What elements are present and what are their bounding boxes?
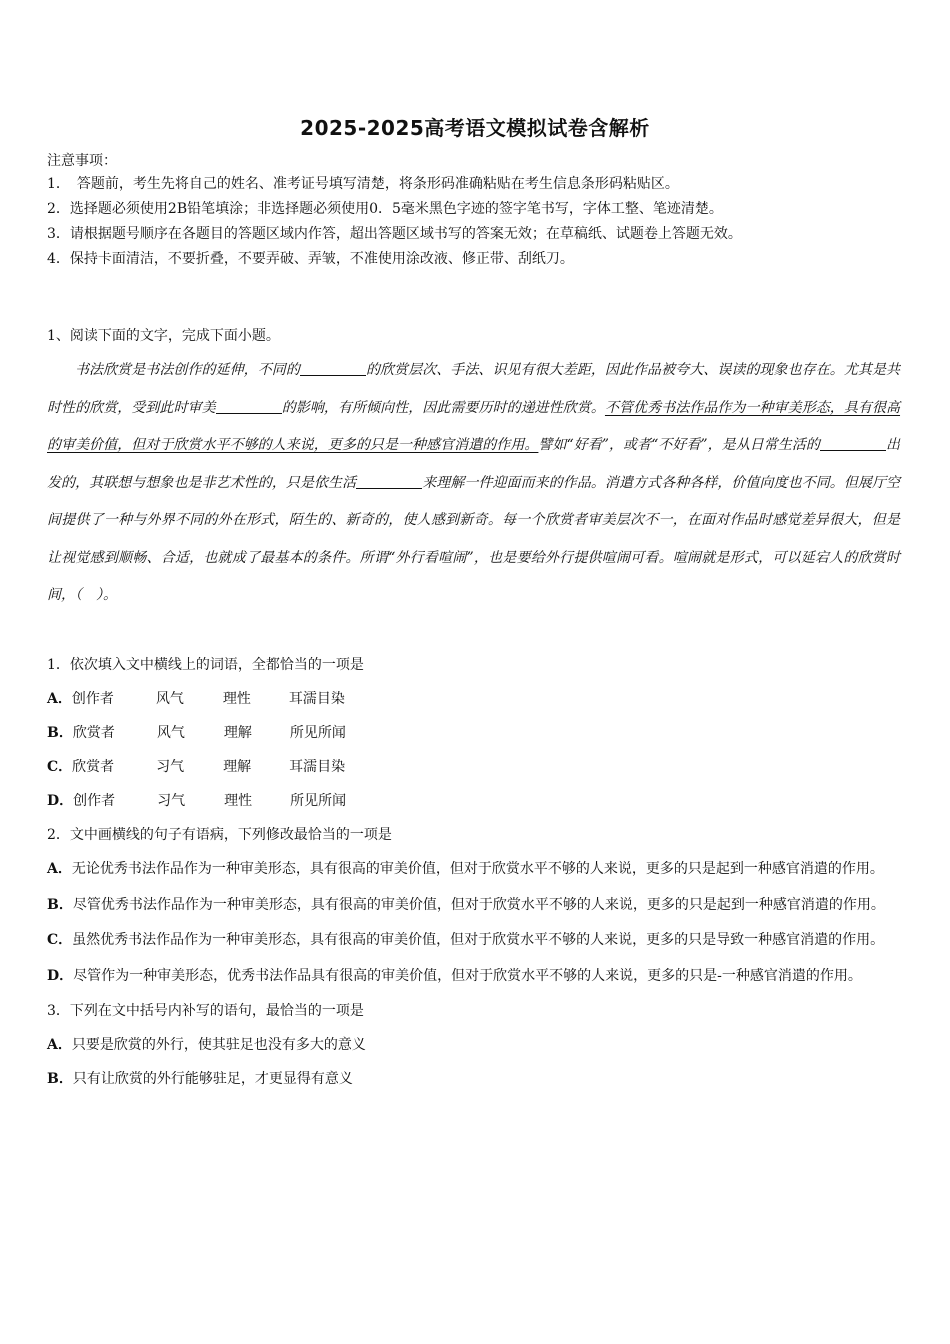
q2-option-a[interactable] — [47, 852, 900, 888]
option-word: 欣赏者 — [72, 725, 115, 741]
option-word: 习气 — [157, 793, 186, 809]
page-title: 2025-2025高考语文模拟试卷含解析 — [300, 116, 650, 140]
option-word: 习气 — [156, 759, 185, 775]
q3-option-b[interactable] — [47, 1062, 900, 1096]
option-word: 风气 — [156, 725, 185, 741]
q2-option-c[interactable] — [47, 923, 900, 959]
notice-item: 3．请根据题号顺序在各题目的答题区域内作答，超出答题区域书写的答案无效；在草稿纸、试题卷上答题无效。 — [47, 226, 742, 242]
underlined-sentence: 不管优秀书法作品作为一种审美形态，具有很高的审美价值，但对于欣赏水平不够的人来说，更多的只是一种感官消遣的作用。 — [47, 399, 901, 453]
notice-section — [47, 150, 907, 272]
option-text: 尽管优秀书法作品作为一种审美形态，具有很高的审美价值，但对于欣赏水平不够的人来说，更多的只是起到一种感官消遣的作用。 — [72, 896, 885, 913]
option-word: 理性 — [224, 793, 253, 809]
option-label: D． — [47, 793, 74, 809]
fill-blank-1 — [300, 361, 366, 376]
q1-option-d[interactable] — [47, 784, 900, 818]
passage-text: 的影响，有所倾向性，因此需要历时的递进性欣赏。 — [281, 399, 605, 416]
option-text: 虽然优秀书法作品作为一种审美形态，具有很高的审美价值，但对于欣赏水平不够的人来说，更多的只是导致一种感官消遣的作用。 — [72, 932, 885, 948]
option-word: 耳濡目染 — [288, 691, 345, 707]
option-text: 只有让欣赏的外行能够驻足，才更显得有意义 — [72, 1071, 353, 1087]
option-label: C． — [47, 932, 73, 948]
option-label: D． — [47, 967, 74, 984]
fill-blank-2 — [216, 399, 282, 414]
option-label: A． — [47, 1037, 72, 1053]
passage-text: 譬如“好看”，或者“不好看”，是从日常生活的 — [538, 437, 820, 453]
passage-text: 出发的，其联想与想象也是非艺术性的，只是依生活 — [47, 437, 900, 491]
notice-item: 1． 答题前，考生先将自己的姓名、准考证号填写清楚，将条形码准确粘贴在考生信息条形码粘贴区。 — [47, 176, 679, 192]
fill-blank-4 — [356, 474, 422, 489]
option-label: A． — [47, 861, 72, 877]
option-word: 理解 — [223, 725, 252, 741]
option-label: A． — [47, 691, 72, 707]
option-label: B． — [47, 896, 73, 913]
passage-text: 来理解一件迎面而来的作品。消遣方式各种各样，价值向度也不同。但展厅空间提供了一种与外界不同的外在形式，陌生的、新奇的，使人感到新奇。每一个欣赏者审美层次不一，在面对作品时感觉差异很大，但是让视觉感到顺畅、合适，也就成了最基本的条件。所谓“外行看喧闹”，也是要给外行提供喧闹可看。喧闹就是形式，可以延宕人的欣赏时间，（ ）。 — [47, 474, 901, 603]
q2-option-d[interactable] — [47, 959, 900, 995]
question-2-stem: 2．文中画横线的句子有语病，下列修改最恰当的一项是 — [47, 827, 392, 843]
option-word: 创作者 — [73, 793, 116, 809]
option-text: 尽管作为一种审美形态，优秀书法作品具有很高的审美价值，但对于欣赏水平不够的人来说，更多的只是-一种感官消遣的作用。 — [73, 967, 862, 984]
notice-item: 4．保持卡面清洁，不要折叠，不要弄破、弄皱，不准使用涂改液、修正带、刮纸刀。 — [47, 251, 574, 267]
option-word: 理解 — [223, 759, 252, 775]
option-word: 所见所闻 — [289, 725, 346, 741]
q3-option-a[interactable] — [47, 1028, 900, 1062]
q2-option-b[interactable] — [47, 888, 900, 924]
q1-option-b[interactable] — [47, 716, 900, 750]
question-1-stem: 1．依次填入文中横线上的词语，全都恰当的一项是 — [47, 657, 364, 673]
reading-passage — [47, 352, 900, 615]
option-text: 只要是欣赏的外行，使其驻足也没有多大的意义 — [71, 1037, 366, 1053]
option-label: B． — [47, 725, 73, 741]
question-3-stem: 3．下列在文中括号内补写的语句，最恰当的一项是 — [47, 1003, 364, 1019]
notice-item: 2．选择题必须使用2B铅笔填涂；非选择题必须使用0．5毫米黑色字迹的签字笔书写，字体工整、笔迹清楚。 — [47, 201, 723, 217]
q1-option-c[interactable] — [47, 750, 900, 784]
passage-text: 书法欣赏是书法创作的延伸，不同的 — [75, 362, 300, 378]
option-word: 欣赏者 — [72, 759, 115, 775]
question-intro: 1、阅读下面的文字，完成下面小题。 — [47, 328, 280, 344]
q1-option-a[interactable] — [47, 682, 900, 716]
option-label: B． — [47, 1071, 73, 1087]
passage-text: 的欣赏层次、手法、识见有很大差距，因此作品被夸大、误读的现象也存在。尤其是共时性的欣赏，受到此时审美 — [47, 362, 900, 416]
option-word: 耳濡目染 — [289, 759, 346, 775]
option-text: 无论优秀书法作品作为一种审美形态，具有很高的审美价值，但对于欣赏水平不够的人来说，更多的只是起到一种感官消遣的作用。 — [71, 861, 884, 877]
option-word: 所见所闻 — [290, 793, 347, 809]
notice-heading: 注意事项： — [47, 153, 117, 169]
option-word: 理性 — [222, 691, 251, 707]
fill-blank-3 — [820, 436, 886, 451]
question-list — [47, 648, 900, 1096]
option-word: 创作者 — [71, 691, 114, 707]
option-label: C． — [47, 759, 73, 775]
option-word: 风气 — [155, 691, 184, 707]
